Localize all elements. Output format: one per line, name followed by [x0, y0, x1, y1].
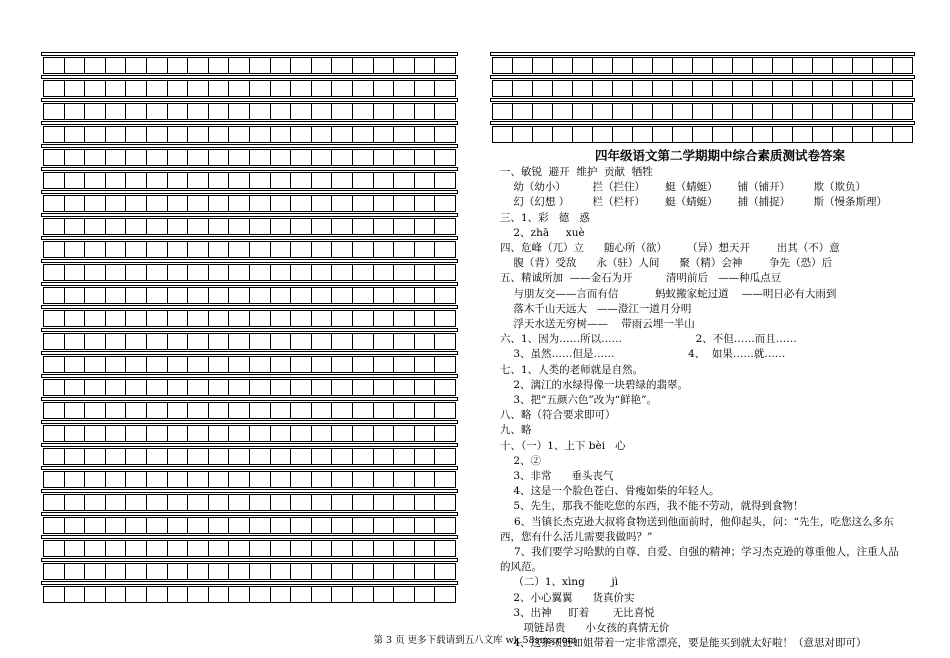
- answer-line: 十、（一）1、上下 bèi 心: [500, 439, 626, 452]
- answer-line: 幻（幻想 ） 栏（栏杆） 蜓（蜻蜓） 捕（捕捉） 斯（慢条斯理）: [500, 196, 887, 209]
- answer-lines: [500, 165, 900, 515]
- answer-line: （二）1、xìng jì: [500, 576, 619, 589]
- answer-line: 2、漓江的水绿得像一块碧绿的翡翠。: [500, 378, 689, 391]
- answer-line: 幼（幼小） 拦（拦住） 蜓（蜻蜓） 铺（铺开） 欺（欺负）: [500, 181, 866, 194]
- answer-line: 2、②: [500, 454, 542, 467]
- answer-line: 四、危峰（兀）立 随心所（欲） （异）想天开 出其（不）意: [500, 242, 840, 255]
- page-footer: 第 3 页 更多下载请到五八文库 wk.58sms.com: [373, 635, 577, 646]
- answer-line: 4、这条项链如姐带着一定非常漂亮，要是能买到就太好啦！（意思对即可）: [500, 637, 867, 650]
- answer-line: 九、略: [500, 424, 532, 437]
- answer-line: 五、精诚所加 ——金石为开 清明前后 ——种瓜点豆: [500, 272, 782, 285]
- answer-line: 七、1、人类的老师就是自然。: [500, 363, 644, 376]
- answer-line: 2、小心翼翼 货真价实: [500, 591, 635, 604]
- answer-line: 3、非常 垂头丧气: [500, 470, 614, 483]
- answer-line: 浮天水送无穷树—— 带雨云埋一半山: [500, 318, 695, 331]
- answer-line: 项链昂贵 小女孩的真情无价: [500, 622, 670, 635]
- answer-line: 与朋友交——言而有信 蚂蚁搬家蛇过道 ——明日必有大雨到: [500, 287, 837, 300]
- answer-line: 3、出神 盯着 无比喜悦: [500, 606, 655, 619]
- answer-line: 2、zhā xuè: [500, 226, 585, 239]
- answer-line: 3、虽然……但是…… 4、 如果……就……: [500, 348, 786, 361]
- answer-key: [500, 148, 900, 652]
- answer-item-6: 6、当镇长杰克逊大叔将食物送到他面前时，他仰起头，问：“先生，吃您这么多东西，您有什么活儿需要我做吗？”: [500, 515, 894, 543]
- answer-line: 腹（背）受敌 永（驻）人间 聚（精）会神 争先（恐）后: [500, 257, 833, 270]
- answer-line: 4、这是一个脸色苍白、骨瘦如柴的年轻人。: [500, 485, 720, 498]
- answer-line: 六、1、因为……所以…… 2、不但……而且……: [500, 333, 797, 346]
- answer-title: 四年级语文第二学期期中综合素质测试卷答案: [594, 148, 845, 163]
- answer-line: 落木千山天远大 ——澄江一道月分明: [500, 302, 692, 315]
- answer-line: 三、1、彩 德 惑: [500, 211, 590, 224]
- answer-line: 3、把“五颜六色”改为“鲜艳”。: [500, 394, 658, 407]
- answer-line: 八、略（符合要求即可）: [500, 409, 616, 422]
- answer-item-7: 7、我们要学习哈默的自尊、自爱、自强的精神；学习杰克逊的尊重他人，注重人品的风范。: [500, 546, 899, 574]
- answer-line: 一、敏锐 避开 维护 贡献 牺牲: [500, 166, 653, 178]
- answer-line: 5、先生，那我不能吃您的东西，我不能不劳动，就得到食物！: [500, 500, 804, 513]
